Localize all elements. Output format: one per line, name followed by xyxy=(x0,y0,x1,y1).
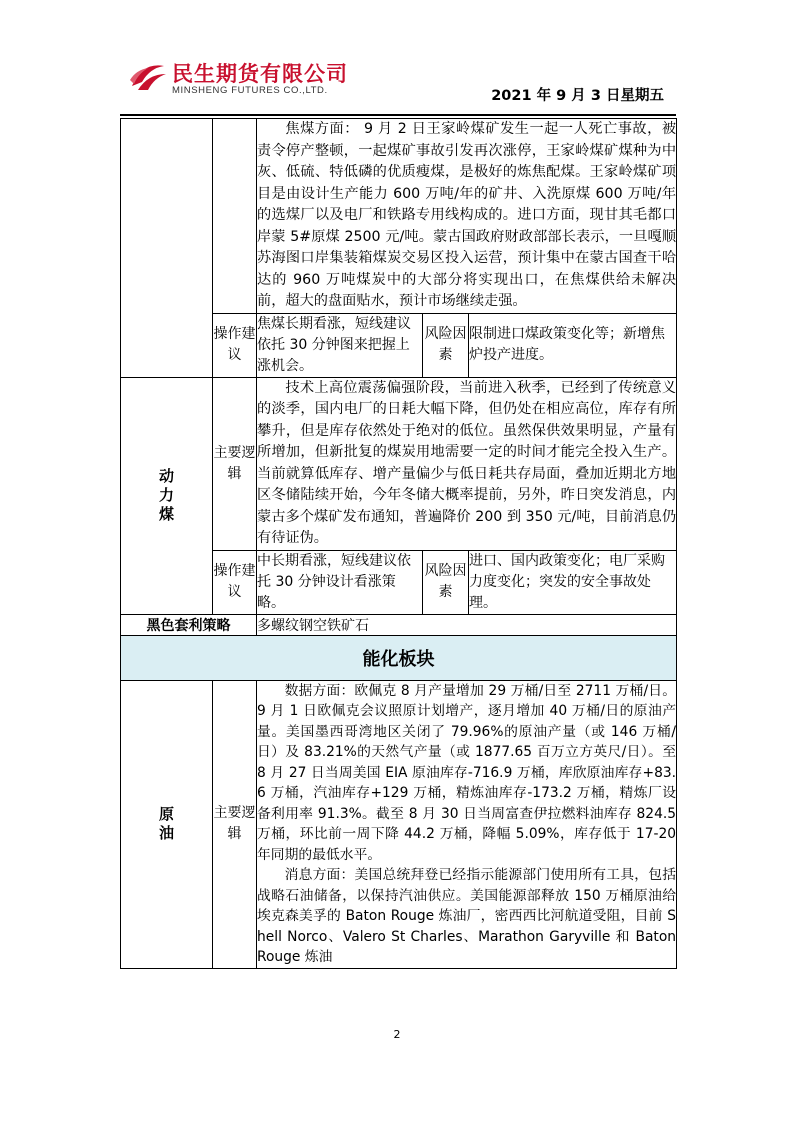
crude-oil-category: 原油 xyxy=(158,805,174,842)
coking-coal-logic-text: 焦煤方面： 9 月 2 日王家岭煤矿发生一起一人死亡事故，被责令停产整顿，一起煤矿事故引发再次涨停，王家岭煤矿煤种为中灰、低硫、特低磷的优质瘦煤，是极好的炼焦配煤。王家岭煤矿项目是由设计生产能力 600 万吨/年的矿井、入洗原煤 600 万吨/年的选煤厂以及电厂和铁路专用线构成的。进口方面，现甘其毛都口岸蒙 5#原煤 2500 元/吨。蒙古国政府财政部部长表示，一旦嘎顺苏海图口岸集装箱煤炭交易区投入运营，预计集中在蒙古国查干哈达的 960 万吨煤炭中的大部分将实现出口，在焦煤供给未解决前，超大的盘面贴水，预计市场继续走强。 xyxy=(257,121,677,309)
thermal-coal-risk-text: 进口、国内政策变化；电厂采购力度变化；突发的安全事故处理。 xyxy=(469,550,677,614)
crude-oil-news-paragraph: 消息方面：美国总统拜登已经指示能源部门使用所有工具，包括战略石油储备，以保持汽油供应。美国能源部释放 150 万桶原油给埃克森美孚的 Baton Rouge 炼油厂，密西西比河航道受阻，目前 Shell Norco、Valero St Charles、Marathon Garyville 和 Baton Rouge 炼油 xyxy=(257,867,677,965)
report-date: 2021 年 9 月 3 日星期五 xyxy=(491,88,664,104)
company-logo xyxy=(128,56,368,100)
coking-coal-op-text: 焦煤长期看涨，短线建议依托 30 分钟图来把握上涨机会。 xyxy=(257,313,423,377)
thermal-coal-category-cell xyxy=(121,377,213,614)
crude-oil-main-logic xyxy=(257,680,677,968)
crude-oil-data-paragraph: 数据方面：欧佩克 8 月产量增加 29 万桶/日至 2711 万桶/日。9 月 1 日欧佩克会议照原计划增产，逐月增加 40 万桶/日的原油产量。美国墨西哥湾地区关闭了 79.96%的原油产量（或 146 万桶/日）及 83.21%的天然气产量（或 1877.65 百万立方英尺/日）。至 8 月 27 日当周美国 EIA 原油库存-716.9 万桶，库欣原油库存+83.6 万桶，汽油库存+129 万桶，精炼油库存-173.2 万桶，精炼厂设备利用率 91.3%。截至 8 月 30 日当周富查伊拉燃料油库存 824.5 万桶，环比前一周下降 44.2 万桶，降幅 5.09%，库存低于 17-20 年同期的最低水平。 xyxy=(257,682,677,863)
arbitrage-value: 多螺纹钢空铁矿石 xyxy=(257,614,677,635)
coking-coal-logic-row xyxy=(121,119,677,314)
section-title: 能化板块 xyxy=(121,635,677,680)
section-header-row xyxy=(121,635,677,680)
thermal-coal-logic-label: 主要逻辑 xyxy=(213,377,257,550)
crude-oil-logic-row xyxy=(121,680,677,968)
coking-coal-logic-label-cell xyxy=(213,119,257,314)
coking-coal-op-label: 操作建议 xyxy=(213,313,257,377)
thermal-coal-category: 动力煤 xyxy=(158,467,174,523)
coking-coal-risk-text: 限制进口煤政策变化等；新增焦炉投产进度。 xyxy=(469,313,677,377)
thermal-coal-op-label: 操作建议 xyxy=(213,550,257,614)
crude-oil-category-cell xyxy=(121,680,213,968)
thermal-coal-risk-label: 风险因素 xyxy=(423,550,469,614)
company-name-cn: 民生期货有限公司 xyxy=(172,62,348,86)
thermal-coal-op-text: 中长期看涨，短线建议依托 30 分钟设计看涨策略。 xyxy=(257,550,423,614)
coking-coal-main-logic xyxy=(257,119,677,314)
coking-coal-risk-label: 风险因素 xyxy=(423,313,469,377)
page-header xyxy=(0,0,794,120)
arbitrage-row xyxy=(121,614,677,635)
coking-coal-category-cell xyxy=(121,119,213,378)
company-name-en: MINSHENG FUTURES CO.,LTD. xyxy=(172,85,328,96)
arbitrage-label: 黑色套利策略 xyxy=(121,614,257,635)
thermal-coal-main-logic xyxy=(257,377,677,550)
strategy-table xyxy=(120,118,677,969)
thermal-coal-logic-row xyxy=(121,377,677,550)
crude-oil-logic-label: 主要逻辑 xyxy=(213,680,257,968)
thermal-coal-logic-text: 技术上高位震荡偏强阶段，当前进入秋季，已经到了传统意义的淡季，国内电厂的日耗大幅下降，但仍处在相应高位，库存有所攀升，但是库存依然处于绝对的低位。虽然保供效果明显，产量有所增加，但新批复的煤炭用地需要一定的时间才能完全投入生产。当前就算低库存、增产量偏少与低日耗共存局面，叠加近期北方地区冬储陆续开始，今年冬储大概率提前，另外，昨日突发消息，内蒙古多个煤矿发布通知，普遍降价 200 到 350 元/吨，目前消息仍有待证伪。 xyxy=(257,379,677,546)
minsheng-logo-icon xyxy=(128,56,168,96)
header-rule xyxy=(120,114,676,116)
page-number: 2 xyxy=(393,1028,401,1041)
